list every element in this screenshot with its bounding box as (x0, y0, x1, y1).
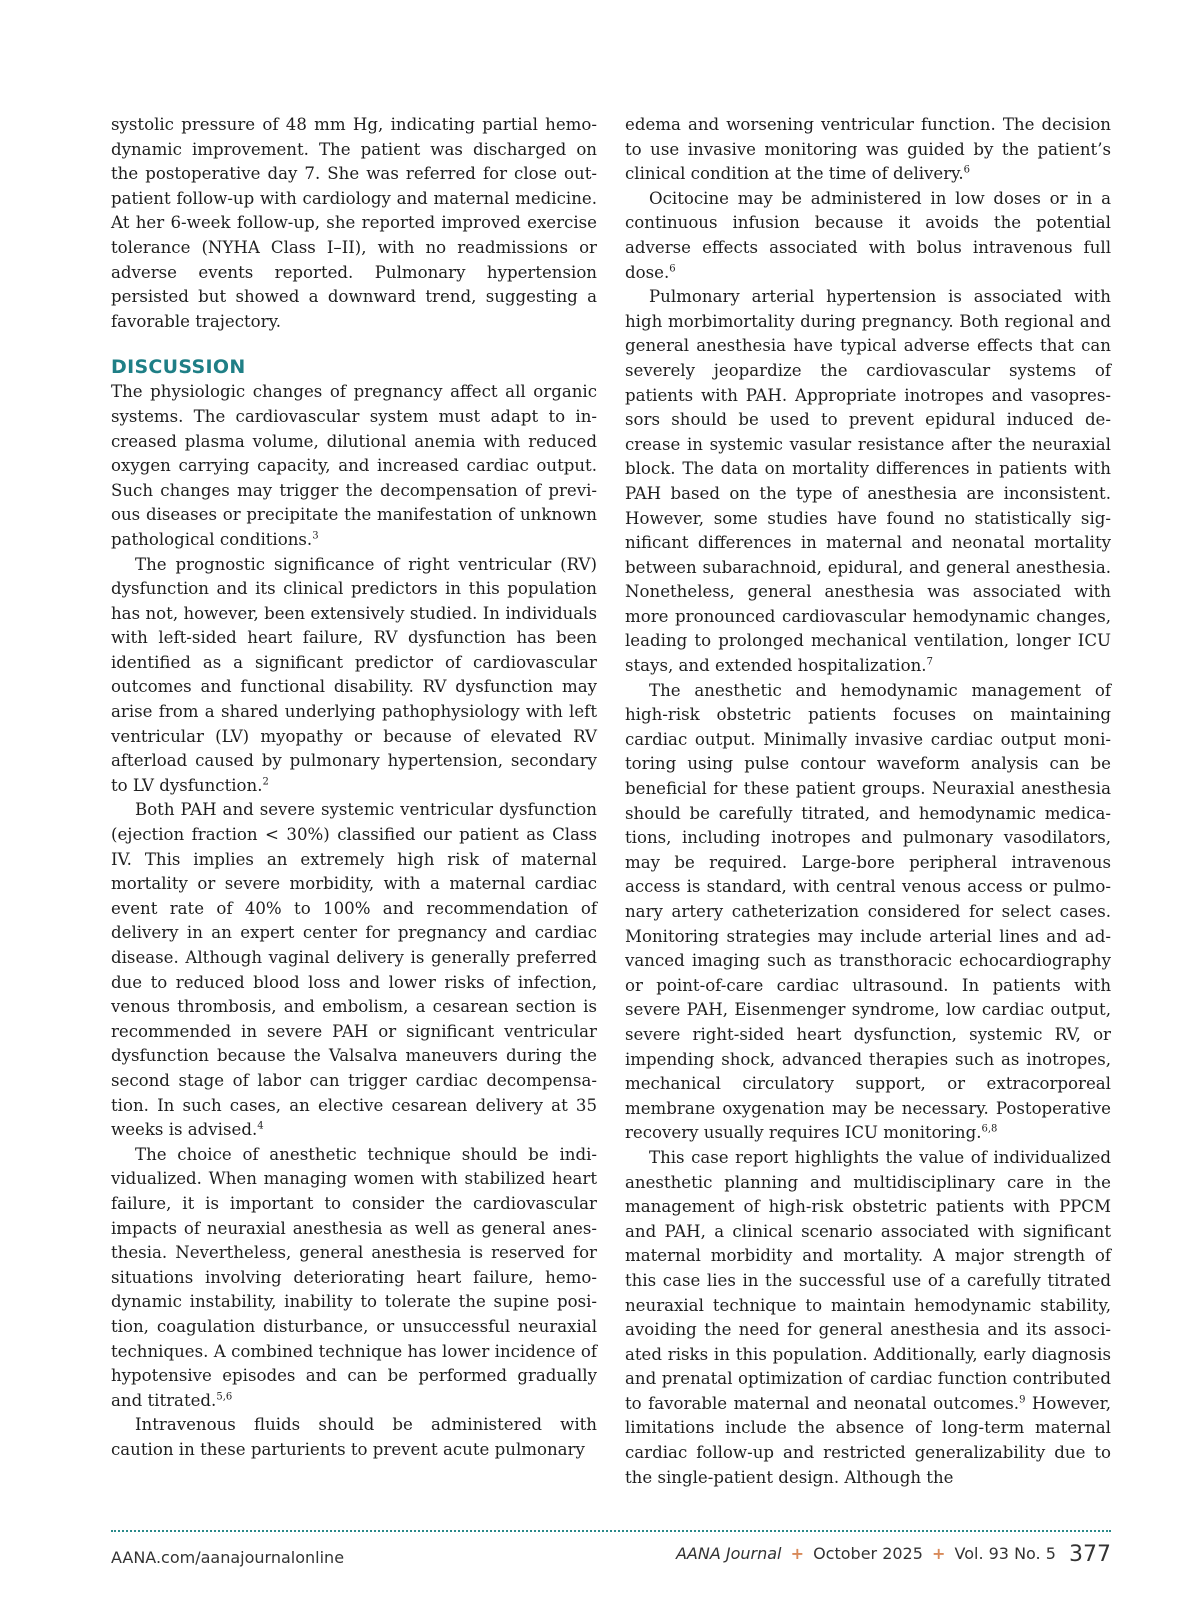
citation-ref: 6 (963, 164, 970, 176)
paragraph: Both PAH and severe systemic ventricular dysfunction (ejection fraction < 30%) classified our patient as Class IV. This implies an extremely high risk of maternal mortality or severe morbidity, with a maternal cardiac event rate of 40% to 100% and recommendation of delivery in an expert center for pregnancy and cardiac disease. Although vaginal delivery is generally preferred due to reduced blood loss and lower risks of infection, venous thrombosis, and embolism, a cesarean section is recommended in severe PAH or significant ventricular dysfunction because the Valsalva maneuvers during the second stage of labor can trigger cardiac decompensation. In such cases, an elective cesarean delivery at 35 weeks is advised.$^4$ (111, 800, 597, 1140)
left-column (111, 113, 597, 1462)
paragraph: Pulmonary arterial hypertension is associated with high morbimortality during pregnancy. Both regional and general anesthesia have typical adverse effects that can severely jeopardize the cardiovascular systems of patients with PAH. Appropriate inotropes and vasopressors should be used to prevent epidural induced decrease in systemic vasular resistance after the neuraxial block. The data on mortality differences in patients with PAH based on the type of anesthesia are inconsistent. However, some studies have found no statistically significant differences in maternal and neonatal mortality between subarachnoid, epidural, and general anesthesia. Nonetheless, general anesthesia was associated with more pronounced cardiovascular hemodynamic changes, leading to prolonged mechanical ventilation, longer ICU stays, and extended hospitalization.$^7$ (625, 287, 1111, 676)
page-number: 377 (1069, 1542, 1111, 1567)
footer-citation (676, 1542, 1111, 1567)
citation-ref: 7 (926, 656, 933, 668)
paragraph: Ocitocine may be administered in low doses or in a continuous infusion because it avoids the potential adverse effects associated with bolus intravenous full dose.$^6$ (625, 188, 1111, 282)
citation-ref: 2 (262, 776, 269, 788)
plus-separator-icon: + (790, 1544, 804, 1563)
citation-ref: 6,8 (981, 1123, 998, 1135)
citation-ref: 3 (312, 530, 319, 542)
citation-ref: 5,6 (216, 1391, 233, 1403)
paragraph: This case report highlights the value of individualized anesthetic planning and multidisciplinary care in the management of high-risk obstetric patients with PPCM and PAH, a clinical scenario associated with significant maternal morbidity and mortality. A major strength of this case lies in the successful use of a carefully titrated neuraxial technique to maintain hemodynamic stability, avoiding the need for general anesthesia and its associated risks in this population. Additionally, early diagnosis and prenatal optimization of cardiac function contributed to favorable maternal and neonatal outcomes.$^9$ However, limitations include the absence of long-term maternal cardiac follow-up and restricted generalizability due to the single-patient design. Although the (625, 1147, 1111, 1487)
section-heading-discussion: DISCUSSION (111, 356, 246, 379)
plus-separator-icon: + (932, 1544, 946, 1563)
right-column (625, 113, 1111, 1490)
page-footer (111, 1542, 1111, 1572)
paragraph-continuation: edema and worsening ventricular function. The decision to use invasive monitoring was guided by the patient’s clinical condition at the time of delivery.$^6$ (625, 115, 1111, 184)
paragraph: Intravenous fluids should be administered with caution in these parturients to prevent acute pulmonary (111, 1415, 597, 1459)
citation-ref: 4 (257, 1120, 264, 1132)
footer-journal-name: AANA Journal (675, 1544, 782, 1563)
citation-ref: 6 (669, 263, 676, 275)
paragraph-case-continuation: systolic pressure of 48 mm Hg, indicating partial hemodynamic improvement. The patient was discharged on the postoperative day 7. She was referred for close outpatient follow-up with cardiology and maternal medicine. At her 6-week follow-up, she reported improved exercise tolerance (NYHA Class I–II), with no readmissions or adverse events reported. Pulmonary hypertension persisted but showed a downward trend, suggesting a favorable trajectory. (111, 115, 597, 331)
footer-date: October 2025 (813, 1544, 923, 1563)
paragraph: The choice of anesthetic technique should be individualized. When managing women with stabilized heart failure, it is important to consider the cardiovascular impacts of neuraxial anesthesia as well as general anesthesia. Nevertheless, general anesthesia is reserved for situations involving deteriorating heart failure, hemodynamic instability, inability to tolerate the supine position, coagulation disturbance, or unsuccessful neuraxial techniques. A combined technique has lower incidence of hypotensive episodes and can be performed gradually and titrated.$^{5,6}$ (111, 1144, 597, 1410)
footer-volume: Vol. 93 (954, 1544, 1009, 1563)
footer-issue: No. 5 (1014, 1544, 1056, 1563)
paragraph: The prognostic significance of right ventricular (RV) dysfunction and its clinical predictors in this population has not, however, been extensively studied. In individuals with left-sided heart failure, RV dysfunction has been identified as a significant predictor of cardiovascular outcomes and functional disability. RV dysfunction may arise from a shared underlying pathophysiology with left ventricular (LV) myopathy or because of elevated RV afterload caused by pulmonary hypertension, secondary to LV dysfunction.$^2$ (111, 554, 597, 795)
paragraph: The anesthetic and hemodynamic management of high-risk obstetric patients focuses on maintaining cardiac output. Minimally invasive cardiac output monitoring using pulse contour waveform analysis can be beneficial for these patient groups. Neuraxial anesthesia should be carefully titrated, and hemodynamic medications, including inotropes and pulmonary vasodilators, may be required. Large-bore peripheral intravenous access is standard, with central venous access or pulmonary artery catheterization considered for select cases. Monitoring strategies may include arterial lines and advanced imaging such as transthoracic echocardiography or point-of-care cardiac ultrasound. In patients with severe PAH, Eisenmenger syndrome, low cardiac output, severe right-sided heart dysfunction, systemic RV, or impending shock, advanced therapies such as inotropes, mechanical circulatory support, or extracorporeal membrane oxygenation may be necessary. Postoperative recovery usually requires ICU monitoring.$^{6,8}$ (625, 680, 1111, 1143)
footer-divider (111, 1530, 1111, 1532)
footer-journal-url[interactable]: AANA.com/aanajournalonline (111, 1548, 345, 1567)
citation-ref: 9 (1019, 1394, 1026, 1406)
paragraph: The physiologic changes of pregnancy affect all organic systems. The cardiovascular system must adapt to increased plasma volume, dilutional anemia with reduced oxygen carrying capacity, and increased cardiac output. Such changes may trigger the decompensation of previous diseases or precipitate the manifestation of unknown pathological conditions.$^3$ (111, 382, 597, 549)
